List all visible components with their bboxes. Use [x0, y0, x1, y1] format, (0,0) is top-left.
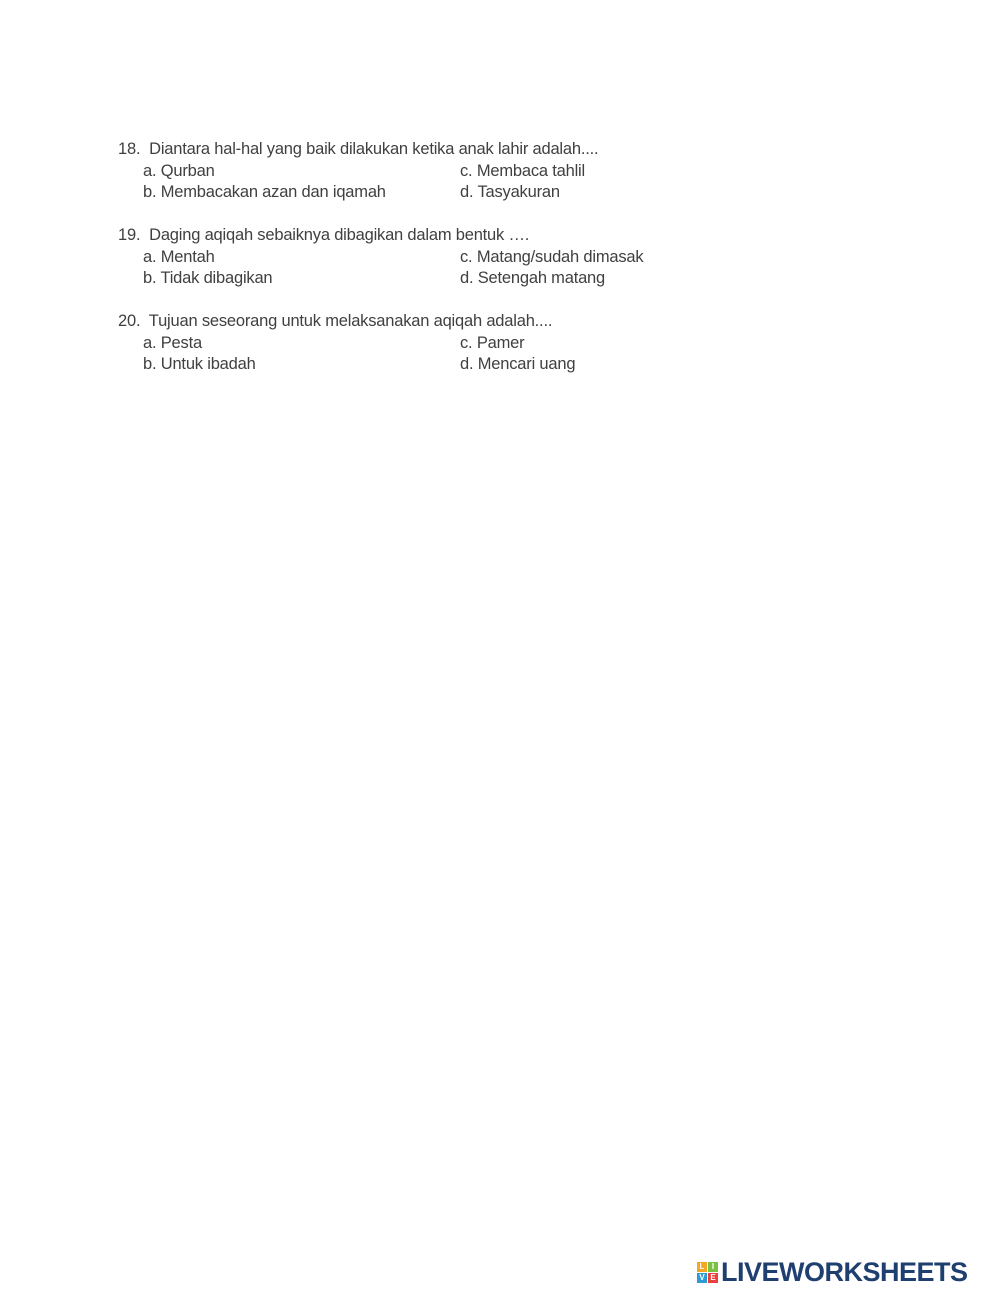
option-row [118, 247, 718, 269]
question-19 [118, 225, 718, 290]
option-a: a. Qurban [143, 161, 215, 180]
option-a: a. Mentah [143, 247, 215, 266]
option-d: d. Setengah matang [460, 269, 606, 287]
option-b: b. Membacakan azan dan iqamah [143, 183, 386, 201]
option-row [118, 182, 718, 204]
question-text: 20. Tujuan seseorang untuk melaksanakan aqiqah adalah.... [118, 312, 553, 330]
logo-icon-letter: I [708, 1262, 718, 1272]
question-text: 18. Diantara hal-hal yang baik dilakukan ketika anak lahir adalah.... [118, 140, 599, 158]
liveworksheets-logo-icon [697, 1262, 718, 1283]
logo-text: LIVEWORKSHEETS [721, 1257, 968, 1287]
logo-icon-letter: V [697, 1273, 707, 1283]
question-18 [118, 139, 718, 204]
option-row [118, 268, 718, 290]
liveworksheets-logo [697, 1257, 968, 1287]
option-d: d. Tasyakuran [460, 183, 560, 201]
option-c: c. Membaca tahlil [460, 161, 585, 180]
option-c: c. Pamer [460, 333, 525, 352]
option-d: d. Mencari uang [460, 355, 576, 373]
option-b: b. Untuk ibadah [143, 355, 256, 373]
logo-icon-letter: L [697, 1262, 707, 1272]
option-c: c. Matang/sudah dimasak [460, 247, 644, 266]
logo-icon-letter: E [708, 1273, 718, 1283]
question-20 [118, 311, 718, 376]
question-text: 19. Daging aqiqah sebaiknya dibagikan dalam bentuk …. [118, 226, 530, 244]
option-row [118, 161, 718, 183]
option-row [118, 354, 718, 376]
option-b: b. Tidak dibagikan [143, 269, 273, 287]
option-a: a. Pesta [143, 333, 202, 352]
option-row [118, 333, 718, 355]
